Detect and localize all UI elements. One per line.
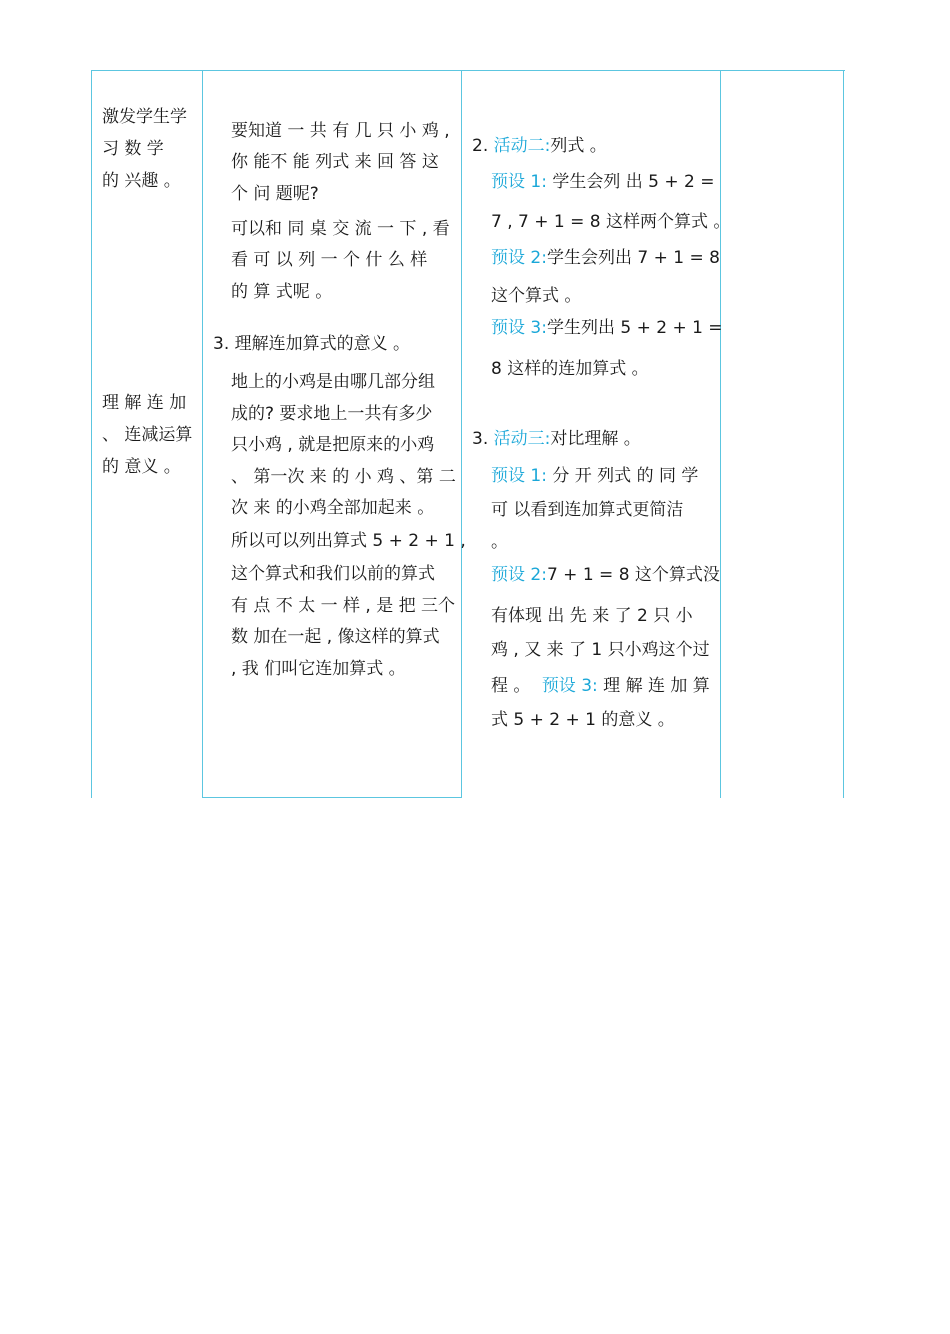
body-line: 地上的小鸡是由哪几部分组 [231,372,435,392]
preset-line: 预设 3:学生列出 5 + 2 + 1 = [491,318,723,338]
goal1-line: 的 兴趣 。 [102,171,181,191]
activity-label: 活动二: [493,136,551,156]
preset-line: 鸡 , 又 来 了 1 只小鸡这个过 [491,640,710,660]
preset-label: 预设 2: [491,565,547,585]
body-line: 成的? 要求地上一共有多少 [231,404,433,424]
activity3-heading [472,429,641,449]
table-right-border [843,70,844,798]
body-line: 、 第一次 来 的 小 鸡 、第 二 [231,467,456,487]
preset-line: 8 这样的连加算式 。 [491,359,649,379]
activity-number: 2. [472,136,489,156]
section-heading: 3. 理解连加算式的意义 。 [213,334,411,354]
notes-cell [721,71,843,797]
question-line: 要知道 一 共 有 几 只 小 鸡 , [231,121,450,141]
table-left-border [91,70,92,798]
body-line: , 我 们叫它连加算式 。 [231,659,406,679]
preset-label: 预设 1: [491,172,547,192]
goal1-line: 习 数 学 [102,139,164,159]
question-line: 你 能不 能 列式 来 回 答 这 [231,152,439,172]
body-line: 所以可以列出算式 5 + 2 + 1 , [231,531,466,551]
preset-line: 预设 2:学生会列出 7 + 1 = 8 [491,248,720,268]
preset-line: 可 以看到连加算式更简洁 [491,500,684,520]
goal2-line: 、 连减运算 [102,425,193,445]
body-line: 次 来 的小鸡全部加起来 。 [231,498,435,518]
body-line: 数 加在一起 , 像这样的算式 [231,627,440,647]
body-line: 只小鸡 , 就是把原来的小鸡 [231,435,435,455]
preset-label: 预设 3: [541,676,598,696]
prompt-line: 可以和 同 桌 交 流 一 下 , 看 [231,219,450,239]
col-divider-2 [461,70,462,798]
preset-label: 预设 1: [491,466,547,486]
activity-title: 对比理解 。 [550,429,641,449]
preset-line: 预设 1: 分 开 列式 的 同 学 [491,466,699,486]
preset-label: 预设 3: [491,318,547,338]
col2-bottom-border [202,797,462,798]
preset-line: 预设 2:7 + 1 = 8 这个算式没 [491,565,720,585]
preset-line: 7 , 7 + 1 = 8 这样两个算式 。 [491,212,731,232]
preset-label: 预设 2: [491,248,547,268]
activity2-heading [472,136,607,156]
prompt-line: 的 算 式呢 。 [231,282,333,302]
goal2-line: 的 意义 。 [102,457,181,477]
question-line: 个 问 题呢? [231,184,319,204]
col-divider-1 [202,70,203,798]
activity-number: 3. [472,429,489,449]
preset-line: 式 5 + 2 + 1 的意义 。 [491,710,675,730]
preset-line: 。 [491,532,508,552]
prompt-line: 看 可 以 列 一 个 什 么 样 [231,250,428,270]
activity-title: 列式 。 [550,136,607,156]
activity-label: 活动三: [493,429,551,449]
goal1-line: 激发学生学 [102,107,187,127]
body-line: 这个算式和我们以前的算式 [231,564,435,584]
preset-line: 预设 1: 学生会列 出 5 + 2 = [491,172,715,192]
goal2-line: 理 解 连 加 [102,393,187,413]
preset-line: 这个算式 。 [491,286,582,306]
body-line: 有 点 不 太 一 样 , 是 把 三个 [231,596,456,616]
preset-line: 程 。 预设 3: 理 解 连 加 算 [491,676,710,696]
preset-line: 有体现 出 先 来 了 2 只 小 [491,606,693,626]
